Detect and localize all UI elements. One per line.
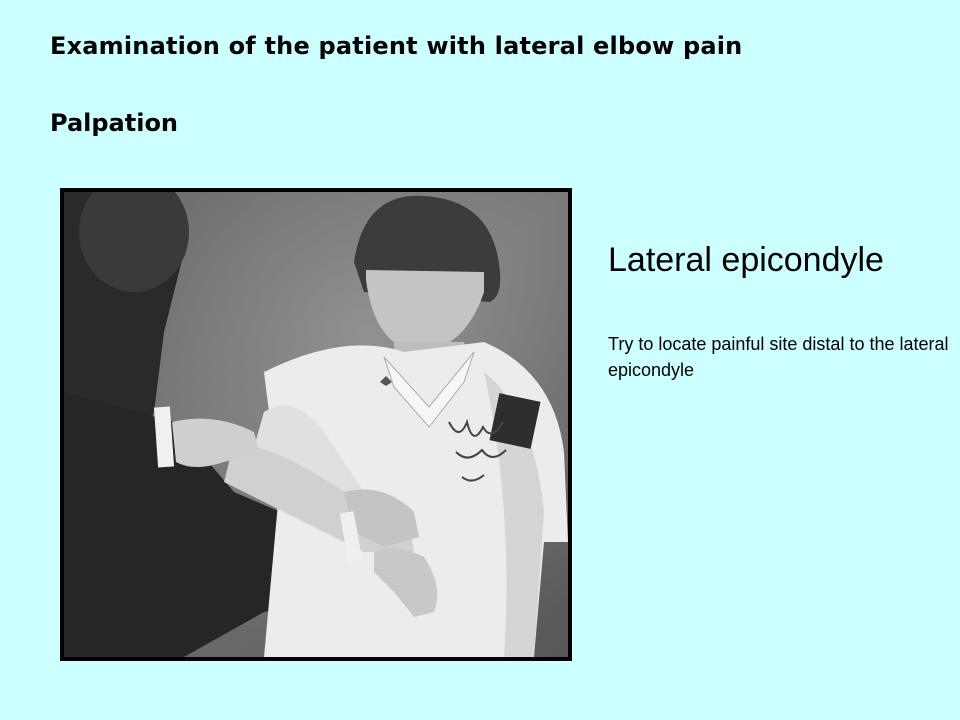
slide-subtitle: Palpation	[50, 109, 179, 137]
instruction-text: Try to locate painful site distal to the lateral epicondyle	[608, 334, 949, 380]
slide-title: Examination of the patient with lateral elbow pain	[50, 32, 743, 60]
section-heading: Lateral epicondyle	[608, 241, 884, 279]
clinical-photo	[64, 192, 568, 657]
photo-frame	[60, 188, 572, 661]
